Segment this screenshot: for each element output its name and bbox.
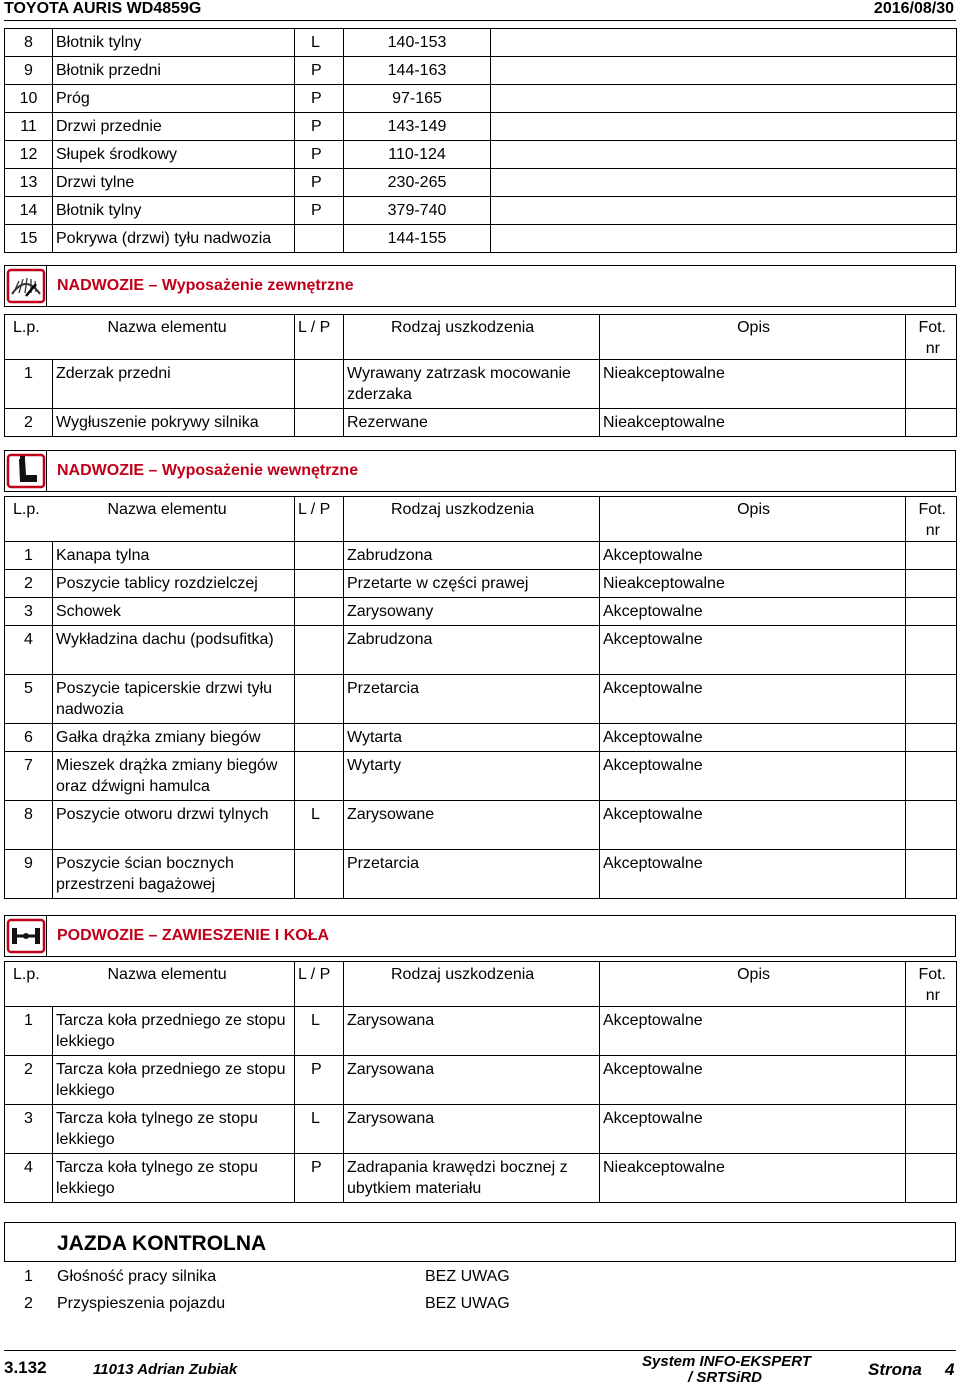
side bbox=[295, 598, 344, 626]
system-name: System INFO-EKSPERT bbox=[642, 1353, 811, 1370]
col-header-desc: Opis bbox=[600, 497, 906, 542]
photo-number bbox=[906, 570, 957, 598]
col-header-damage: Rodzaj uszkodzenia bbox=[344, 315, 600, 360]
empty-cell bbox=[491, 29, 957, 57]
element-name: Drzwi przednie bbox=[53, 113, 295, 141]
description: Nieakceptowalne bbox=[600, 1154, 906, 1203]
element-name: Poszycie otworu drzwi tylnych bbox=[53, 801, 295, 850]
table-row bbox=[5, 724, 957, 752]
col-header-photo-line1: Fot. bbox=[918, 966, 946, 983]
side: P bbox=[295, 141, 344, 169]
header-rule bbox=[4, 20, 956, 21]
col-header-photo-line1: Fot. bbox=[918, 501, 946, 518]
test-item-result: BEZ UWAG bbox=[425, 1295, 510, 1312]
description: Akceptowalne bbox=[600, 724, 906, 752]
row-number: 1 bbox=[5, 1007, 53, 1056]
side: L bbox=[295, 1007, 344, 1056]
side: P bbox=[295, 57, 344, 85]
col-header-lp: L.p. bbox=[5, 962, 53, 1007]
measurement-table bbox=[4, 28, 957, 253]
row-number: 3 bbox=[5, 598, 53, 626]
element-name: Błotnik przedni bbox=[53, 57, 295, 85]
section-interior-title: NADWOZIE – Wyposażenie wewnętrzne bbox=[57, 462, 359, 479]
damage-type: Wytarta bbox=[344, 724, 600, 752]
element-name: Tarcza koła tylnego ze stopu lekkiego bbox=[53, 1105, 295, 1154]
measurement-range: 144-155 bbox=[344, 225, 491, 253]
description: Akceptowalne bbox=[600, 1105, 906, 1154]
col-header-photo bbox=[906, 497, 957, 542]
damage-type: Zarysowane bbox=[344, 801, 600, 850]
element-name: Tarcza koła tylnego ze stopu lekkiego bbox=[53, 1154, 295, 1203]
table-row bbox=[5, 197, 957, 225]
col-header-damage: Rodzaj uszkodzenia bbox=[344, 497, 600, 542]
element-name: Kanapa tylna bbox=[53, 542, 295, 570]
damage-type: Zarysowana bbox=[344, 1007, 600, 1056]
section-chassis-header bbox=[4, 915, 956, 957]
row-number: 2 bbox=[5, 570, 53, 598]
description: Akceptowalne bbox=[600, 801, 906, 850]
row-number: 2 bbox=[24, 1295, 33, 1312]
element-name: Tarcza koła przedniego ze stopu lekkiego bbox=[53, 1007, 295, 1056]
empty-cell bbox=[491, 57, 957, 85]
side: L bbox=[295, 1105, 344, 1154]
element-name: Poszycie tablicy rozdzielczej bbox=[53, 570, 295, 598]
row-number: 12 bbox=[5, 141, 53, 169]
damage-type: Zabrudzona bbox=[344, 626, 600, 675]
damage-type: Wyrawany zatrzask mocowanie zderzaka bbox=[344, 360, 600, 409]
table-row bbox=[5, 113, 957, 141]
chassis-table bbox=[4, 961, 957, 1203]
description: Akceptowalne bbox=[600, 850, 906, 899]
table-row bbox=[5, 141, 957, 169]
section-testdrive-header bbox=[4, 1222, 956, 1262]
row-number: 8 bbox=[5, 29, 53, 57]
photo-number bbox=[906, 409, 957, 437]
side bbox=[295, 570, 344, 598]
damage-type: Wytarty bbox=[344, 752, 600, 801]
row-number: 4 bbox=[5, 626, 53, 675]
table-row bbox=[5, 675, 957, 724]
table-row bbox=[5, 360, 957, 409]
test-item-result: BEZ UWAG bbox=[425, 1268, 510, 1285]
description: Nieakceptowalne bbox=[600, 409, 906, 437]
row-number: 4 bbox=[5, 1154, 53, 1203]
damage-type: Przetarte w części prawej bbox=[344, 570, 600, 598]
photo-number bbox=[906, 801, 957, 850]
element-name: Gałka drążka zmiany biegów bbox=[53, 724, 295, 752]
element-name: Schowek bbox=[53, 598, 295, 626]
element-name: Próg bbox=[53, 85, 295, 113]
element-name: Drzwi tylne bbox=[53, 169, 295, 197]
seat-icon bbox=[5, 451, 47, 491]
description: Akceptowalne bbox=[600, 752, 906, 801]
section-exterior-header bbox=[4, 265, 956, 307]
description: Akceptowalne bbox=[600, 542, 906, 570]
col-header-photo-line1: Fot. bbox=[918, 319, 946, 336]
row-number: 2 bbox=[5, 1056, 53, 1105]
col-header-photo-line2: nr bbox=[925, 522, 940, 539]
table-row bbox=[5, 169, 957, 197]
row-number: 15 bbox=[5, 225, 53, 253]
photo-number bbox=[906, 1154, 957, 1203]
side: L bbox=[295, 29, 344, 57]
measurement-range: 143-149 bbox=[344, 113, 491, 141]
col-header-photo-line2: nr bbox=[925, 340, 940, 357]
empty-cell bbox=[491, 169, 957, 197]
row-number: 1 bbox=[5, 360, 53, 409]
damage-type: Rezerwane bbox=[344, 409, 600, 437]
element-name: Wygłuszenie pokrywy silnika bbox=[53, 409, 295, 437]
author: 11013 Adrian Zubiak bbox=[93, 1361, 238, 1378]
empty-cell bbox=[491, 85, 957, 113]
page-label: Strona bbox=[868, 1360, 922, 1379]
photo-number bbox=[906, 1007, 957, 1056]
side bbox=[295, 724, 344, 752]
row-number: 3 bbox=[5, 1105, 53, 1154]
section-interior-header bbox=[4, 450, 956, 492]
col-header-photo-line2: nr bbox=[925, 987, 940, 1004]
table-row bbox=[5, 1105, 957, 1154]
element-name: Pokrywa (drzwi) tyłu nadwozia bbox=[53, 225, 295, 253]
row-number: 1 bbox=[24, 1268, 33, 1285]
side: P bbox=[295, 197, 344, 225]
table-row bbox=[5, 542, 957, 570]
description: Akceptowalne bbox=[600, 1007, 906, 1056]
side: L bbox=[295, 801, 344, 850]
side bbox=[295, 752, 344, 801]
document-title: TOYOTA AURIS WD4859G bbox=[4, 0, 202, 17]
element-name: Zderzak przedni bbox=[53, 360, 295, 409]
side bbox=[295, 626, 344, 675]
table-row bbox=[5, 409, 957, 437]
table-row bbox=[5, 1056, 957, 1105]
page-code: 3.132 bbox=[4, 1358, 47, 1377]
row-number: 13 bbox=[5, 169, 53, 197]
description: Akceptowalne bbox=[600, 626, 906, 675]
table-row bbox=[5, 801, 957, 850]
section-exterior-title: NADWOZIE – Wyposażenie zewnętrzne bbox=[57, 277, 354, 294]
side bbox=[295, 225, 344, 253]
row-number: 7 bbox=[5, 752, 53, 801]
col-header-name: Nazwa elementu bbox=[53, 497, 295, 542]
section-testdrive-title: JAZDA KONTROLNA bbox=[57, 1232, 267, 1255]
damage-type: Zabrudzona bbox=[344, 542, 600, 570]
row-number: 5 bbox=[5, 675, 53, 724]
measurement-range: 110-124 bbox=[344, 141, 491, 169]
col-header-photo bbox=[906, 315, 957, 360]
photo-number bbox=[906, 360, 957, 409]
interior-table bbox=[4, 496, 957, 899]
col-header-photo bbox=[906, 962, 957, 1007]
photo-number bbox=[906, 1105, 957, 1154]
element-name: Mieszek drążka zmiany biegów oraz dźwigni hamulca bbox=[53, 752, 295, 801]
col-header-lr: L / P bbox=[295, 315, 344, 360]
measurement-range: 379-740 bbox=[344, 197, 491, 225]
damage-type: Przetarcia bbox=[344, 850, 600, 899]
description: Nieakceptowalne bbox=[600, 360, 906, 409]
damage-type: Zadrapania krawędzi bocznej z ubytkiem materiału bbox=[344, 1154, 600, 1203]
test-item-name: Przyspieszenia pojazdu bbox=[57, 1295, 226, 1312]
element-name: Błotnik tylny bbox=[53, 197, 295, 225]
measurement-range: 97-165 bbox=[344, 85, 491, 113]
page-number: 4 bbox=[945, 1360, 955, 1379]
element-name: Słupek środkowy bbox=[53, 141, 295, 169]
row-number: 10 bbox=[5, 85, 53, 113]
wiper-icon bbox=[5, 266, 47, 306]
side bbox=[295, 360, 344, 409]
side bbox=[295, 850, 344, 899]
table-row bbox=[5, 29, 957, 57]
row-number: 2 bbox=[5, 409, 53, 437]
row-number: 1 bbox=[5, 542, 53, 570]
col-header-name: Nazwa elementu bbox=[53, 962, 295, 1007]
test-item-name: Głośność pracy silnika bbox=[57, 1268, 217, 1285]
table-row bbox=[5, 57, 957, 85]
description: Akceptowalne bbox=[600, 1056, 906, 1105]
side bbox=[295, 542, 344, 570]
element-name: Poszycie ścian bocznych przestrzeni bagażowej bbox=[53, 850, 295, 899]
col-header-lp: L.p. bbox=[5, 497, 53, 542]
table-row bbox=[5, 570, 957, 598]
side: P bbox=[295, 169, 344, 197]
system-name-2: / SRTSiRD bbox=[688, 1369, 762, 1386]
description: Nieakceptowalne bbox=[600, 570, 906, 598]
element-name: Poszycie tapicerskie drzwi tyłu nadwozia bbox=[53, 675, 295, 724]
damage-type: Zarysowany bbox=[344, 598, 600, 626]
table-row bbox=[5, 85, 957, 113]
column-header-row bbox=[5, 497, 957, 542]
row-number: 6 bbox=[5, 724, 53, 752]
row-number: 14 bbox=[5, 197, 53, 225]
damage-type: Zarysowana bbox=[344, 1056, 600, 1105]
col-header-desc: Opis bbox=[600, 962, 906, 1007]
element-name: Błotnik tylny bbox=[53, 29, 295, 57]
document-date: 2016/08/30 bbox=[873, 0, 954, 17]
col-header-name: Nazwa elementu bbox=[53, 315, 295, 360]
row-number: 9 bbox=[5, 850, 53, 899]
table-row bbox=[5, 752, 957, 801]
col-header-lp: L.p. bbox=[5, 315, 53, 360]
measurement-range: 144-163 bbox=[344, 57, 491, 85]
footer-rule bbox=[4, 1350, 956, 1351]
photo-number bbox=[906, 752, 957, 801]
side: P bbox=[295, 113, 344, 141]
row-number: 11 bbox=[5, 113, 53, 141]
photo-number bbox=[906, 542, 957, 570]
side: P bbox=[295, 1154, 344, 1203]
photo-number bbox=[906, 675, 957, 724]
measurement-range: 230-265 bbox=[344, 169, 491, 197]
measurement-range: 140-153 bbox=[344, 29, 491, 57]
table-row bbox=[5, 850, 957, 899]
photo-number bbox=[906, 598, 957, 626]
empty-cell bbox=[491, 113, 957, 141]
damage-type: Przetarcia bbox=[344, 675, 600, 724]
photo-number bbox=[906, 1056, 957, 1105]
col-header-lr: L / P bbox=[295, 962, 344, 1007]
photo-number bbox=[906, 724, 957, 752]
axle-icon bbox=[5, 916, 47, 956]
col-header-lr: L / P bbox=[295, 497, 344, 542]
row-number: 8 bbox=[5, 801, 53, 850]
empty-cell bbox=[491, 197, 957, 225]
element-name: Tarcza koła przedniego ze stopu lekkiego bbox=[53, 1056, 295, 1105]
description: Akceptowalne bbox=[600, 675, 906, 724]
section-chassis-title: PODWOZIE – ZAWIESZENIE I KOŁA bbox=[57, 927, 330, 944]
column-header-row bbox=[5, 962, 957, 1007]
damage-type: Zarysowana bbox=[344, 1105, 600, 1154]
col-header-damage: Rodzaj uszkodzenia bbox=[344, 962, 600, 1007]
col-header-desc: Opis bbox=[600, 315, 906, 360]
table-row bbox=[5, 1007, 957, 1056]
photo-number bbox=[906, 850, 957, 899]
column-header-row bbox=[5, 315, 957, 360]
side bbox=[295, 409, 344, 437]
photo-number bbox=[906, 626, 957, 675]
side bbox=[295, 675, 344, 724]
table-row bbox=[5, 225, 957, 253]
side: P bbox=[295, 85, 344, 113]
row-number: 9 bbox=[5, 57, 53, 85]
exterior-table bbox=[4, 314, 957, 437]
description: Akceptowalne bbox=[600, 598, 906, 626]
side: P bbox=[295, 1056, 344, 1105]
table-row bbox=[5, 598, 957, 626]
table-row bbox=[5, 1154, 957, 1203]
empty-cell bbox=[491, 141, 957, 169]
empty-cell bbox=[491, 225, 957, 253]
element-name: Wykładzina dachu (podsufitka) bbox=[53, 626, 295, 675]
table-row bbox=[5, 626, 957, 675]
